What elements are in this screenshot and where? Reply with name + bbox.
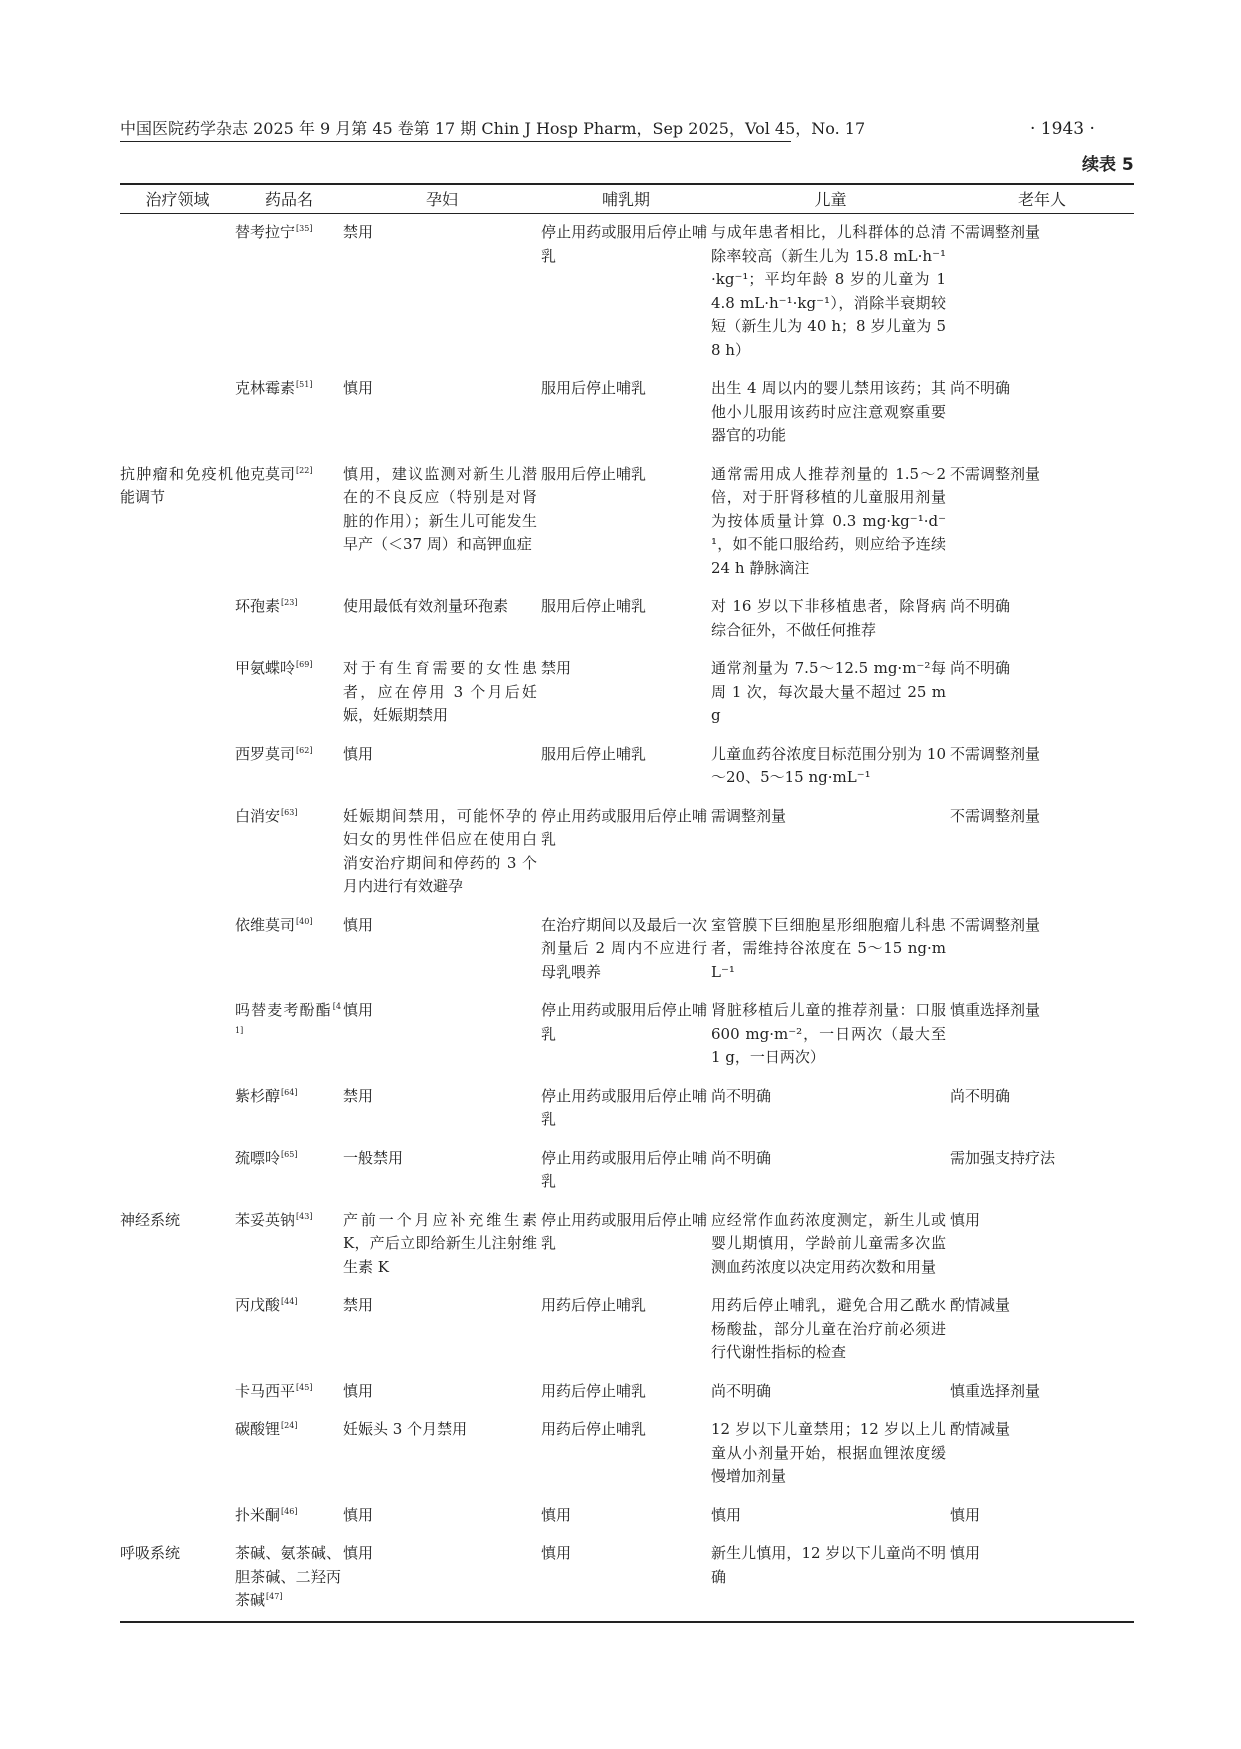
elderly-cell (950, 1411, 1134, 1497)
drug-name-cell (235, 1373, 343, 1412)
children-cell (711, 798, 950, 907)
reference-number: [44] (281, 1297, 298, 1306)
lactation-cell-text: 慎用 (541, 1505, 572, 1524)
reference-number: [51] (296, 380, 313, 389)
reference-number: [45] (296, 1382, 313, 1392)
therapy-field-cell (120, 456, 235, 589)
lactation-cell-text: 停止用药或服用后停止哺乳 (541, 1001, 707, 1043)
pregnant-cell (343, 588, 541, 650)
table-row (120, 1078, 1134, 1140)
table-row (120, 907, 1134, 993)
children-cell (711, 1287, 950, 1373)
drug-name-cell-text: 茶碱、氨茶碱、胆茶碱、二羟丙茶碱 (235, 1544, 341, 1609)
pregnant-cell (343, 1202, 541, 1288)
pregnant-cell-text: 禁用 (343, 223, 374, 241)
children-cell (711, 370, 950, 456)
drug-name-cell (235, 1078, 343, 1140)
elderly-cell (950, 588, 1134, 650)
lactation-cell (541, 370, 711, 456)
lactation-cell (541, 1202, 711, 1288)
pregnant-cell-text: 慎用 (343, 1001, 374, 1019)
children-cell-text: 12 岁以下儿童禁用；12 岁以上儿童从小剂量开始，根据血锂浓度缓慢增加剂量 (711, 1420, 946, 1485)
elderly-cell-text: 需加强支持疗法 (950, 1148, 1056, 1167)
drug-name-cell-text: 碳酸锂 (235, 1420, 281, 1438)
elderly-cell-text: 酌情减量 (950, 1296, 1011, 1314)
lactation-cell-text: 慎用 (541, 1544, 572, 1562)
drug-name-cell-text: 吗替麦考酚酯 (235, 1001, 332, 1019)
elderly-cell-text: 慎用 (950, 1505, 981, 1524)
therapy-field-cell (120, 1078, 235, 1140)
pregnant-cell-text: 慎用，建议监测对新生儿潜在的不良反应（特别是对肾脏的作用）；新生儿可能发生早产（＜37 周）和高钾血症 (343, 464, 537, 553)
therapy-field-cell (120, 1411, 235, 1497)
column-header-drug: 药品名 (264, 190, 313, 209)
drug-name-cell-text: 依维莫司 (235, 915, 296, 934)
lactation-cell (541, 1373, 711, 1412)
elderly-cell-text: 尚不明确 (950, 659, 1011, 677)
therapy-field-cell (120, 1373, 235, 1412)
children-cell-text: 肾脏移植后儿童的推荐剂量：口服 600 mg·m⁻²，一日两次（最大至 1 g，一日两次） (711, 1001, 946, 1066)
children-cell (711, 588, 950, 650)
therapy-field-cell-text: 抗肿瘤和免疫机能调节 (120, 464, 233, 506)
pregnant-cell (343, 1535, 541, 1622)
lactation-cell-text: 停止用药或服用后停止哺乳 (541, 1210, 707, 1252)
therapy-field-cell (120, 1287, 235, 1373)
elderly-cell-text: 慎重选择剂量 (950, 1381, 1041, 1400)
pregnant-cell (343, 736, 541, 798)
children-cell-text: 与成年患者相比，儿科群体的总清除率较高（新生儿为 15.8 mL·h⁻¹·kg⁻¹；平均年龄 8 岁的儿童为 14.8 mL·h⁻¹·kg⁻¹），消除半衰期较短（新生儿为 40 h；8 岁儿童为 58 h） (711, 223, 946, 359)
therapy-field-cell (120, 1202, 235, 1288)
running-header: 中国医院药学杂志 2025 年 9 月第 45 卷第 17 期 Chin J Hosp Pharm，Sep 2025，Vol 45，No. 17 (120, 119, 866, 138)
therapy-field-cell (120, 1535, 235, 1622)
drug-name-cell (235, 1411, 343, 1497)
lactation-cell-text: 停止用药或服用后停止哺乳 (541, 1086, 707, 1128)
children-cell-text: 通常剂量为 7.5～12.5 mg·m⁻²每周 1 次，每次最大量不超过 25 mg (711, 659, 946, 724)
table-row (120, 588, 1134, 650)
elderly-cell-text: 慎用 (950, 1210, 981, 1229)
elderly-cell (950, 1078, 1134, 1140)
children-cell-text: 儿童血药谷浓度目标范围分别为 10～20、5～15 ng·mL⁻¹ (711, 744, 946, 786)
pregnant-cell (343, 1411, 541, 1497)
lactation-cell-text: 停止用药或服用后停止哺乳 (541, 806, 707, 848)
lactation-cell (541, 1411, 711, 1497)
column-header-elderly: 老年人 (1017, 190, 1066, 209)
drug-name-cell-text: 替考拉宁 (235, 223, 296, 241)
elderly-cell (950, 907, 1134, 993)
therapy-field-cell-text: 呼吸系统 (120, 1544, 181, 1562)
table-row (120, 650, 1134, 736)
drug-name-cell-text: 苯妥英钠 (235, 1210, 296, 1229)
reference-number: [62] (296, 745, 313, 755)
pregnant-cell (343, 1497, 541, 1536)
elderly-cell-text: 尚不明确 (950, 1086, 1011, 1105)
elderly-cell-text: 尚不明确 (950, 379, 1011, 397)
reference-number: [35] (296, 224, 313, 233)
pregnant-cell-text: 慎用 (343, 744, 374, 763)
lactation-cell (541, 992, 711, 1078)
pregnant-cell (343, 992, 541, 1078)
drug-name-cell (235, 798, 343, 907)
table-row (120, 1202, 1134, 1288)
lactation-cell-text: 服用后停止哺乳 (541, 379, 647, 397)
drug-name-cell (235, 370, 343, 456)
pregnant-cell-text: 慎用 (343, 379, 374, 397)
reference-number: [47] (266, 1592, 283, 1601)
lactation-cell-text: 服用后停止哺乳 (541, 744, 647, 763)
drug-name-cell (235, 907, 343, 993)
therapy-field-cell (120, 907, 235, 993)
lactation-cell (541, 1497, 711, 1536)
children-cell-text: 应经常作血药浓度测定，新生儿或婴儿期慎用，学龄前儿童需多次监测血药浓度以决定用药次数和用量 (711, 1210, 946, 1276)
drug-table-grid (120, 183, 1134, 1623)
pregnant-cell (343, 456, 541, 589)
lactation-cell-text: 服用后停止哺乳 (541, 597, 647, 615)
lactation-cell-text: 禁用 (541, 659, 572, 677)
children-cell (711, 214, 950, 371)
table-row (120, 456, 1134, 589)
therapy-field-cell (120, 992, 235, 1078)
pregnant-cell (343, 650, 541, 736)
reference-number: [65] (281, 1149, 298, 1159)
elderly-cell (950, 456, 1134, 589)
table-row (120, 736, 1134, 798)
pregnant-cell (343, 798, 541, 907)
drug-name-cell (235, 1535, 343, 1622)
children-cell-text: 通常需用成人推荐剂量的 1.5～2 倍，对于肝肾移植的儿童服用剂量为按体质量计算 0.3 mg·kg⁻¹·d⁻¹，如不能口服给药，则应给予连续 24 h 静脉滴注 (711, 464, 946, 577)
elderly-cell (950, 1497, 1134, 1536)
children-cell-text: 新生儿慎用，12 岁以下儿童尚不明确 (711, 1544, 946, 1586)
pregnant-cell-text: 妊娠期间禁用，可能怀孕的妇女的男性伴侣应在使用白消安治疗期间和停药的 3 个月内进行有效避孕 (343, 806, 537, 895)
pregnant-cell (343, 370, 541, 456)
elderly-cell (950, 736, 1134, 798)
children-cell (711, 907, 950, 993)
table-row (120, 1140, 1134, 1202)
elderly-cell-text: 不需调整剂量 (950, 915, 1041, 934)
table-row (120, 798, 1134, 907)
elderly-cell (950, 214, 1134, 371)
pregnant-cell-text: 禁用 (343, 1296, 374, 1314)
column-header-pregnant: 孕妇 (425, 190, 458, 209)
drug-name-cell-text: 克林霉素 (235, 379, 296, 397)
lactation-cell (541, 1287, 711, 1373)
elderly-cell (950, 992, 1134, 1078)
children-cell (711, 1497, 950, 1536)
elderly-cell (950, 1373, 1134, 1412)
children-cell-text: 慎用 (711, 1505, 742, 1524)
drug-name-cell-text: 扑米酮 (235, 1505, 281, 1524)
children-cell (711, 1078, 950, 1140)
table-header-row (120, 184, 1134, 214)
therapy-field-cell (120, 650, 235, 736)
reference-number: [22] (296, 465, 313, 475)
children-cell (711, 456, 950, 589)
reference-number: [24] (281, 1421, 298, 1430)
pregnant-cell (343, 214, 541, 371)
lactation-cell (541, 798, 711, 907)
lactation-cell-text: 停止用药或服用后停止哺乳 (541, 223, 707, 265)
drug-name-cell-text: 白消安 (235, 806, 281, 825)
table-header (120, 184, 1134, 214)
children-cell-text: 对 16 岁以下非移植患者，除肾病综合征外，不做任何推荐 (711, 597, 946, 639)
lactation-cell (541, 214, 711, 371)
pregnant-cell (343, 1287, 541, 1373)
table-row (120, 1373, 1134, 1412)
therapy-field-cell (120, 1140, 235, 1202)
children-cell-text: 用药后停止哺乳，避免合用乙酰水杨酸盐，部分儿童在治疗前必须进行代谢性指标的检查 (711, 1296, 946, 1361)
drug-name-cell (235, 992, 343, 1078)
drug-name-cell-text: 紫杉醇 (235, 1086, 281, 1105)
elderly-cell (950, 370, 1134, 456)
header-rule (120, 141, 791, 142)
children-cell (711, 1202, 950, 1288)
lactation-cell (541, 588, 711, 650)
reference-number: [23] (281, 598, 298, 607)
children-cell (711, 1411, 950, 1497)
lactation-cell-text: 用药后停止哺乳 (541, 1296, 647, 1314)
pregnant-cell-text: 妊娠头 3 个月禁用 (343, 1420, 468, 1438)
elderly-cell (950, 1140, 1134, 1202)
pregnant-cell-text: 慎用 (343, 915, 374, 934)
drug-name-cell (235, 1497, 343, 1536)
lactation-cell (541, 650, 711, 736)
elderly-cell-text: 不需调整剂量 (950, 223, 1041, 241)
drug-name-cell (235, 650, 343, 736)
pregnant-cell-text: 禁用 (343, 1086, 374, 1105)
drug-name-cell (235, 736, 343, 798)
elderly-cell (950, 798, 1134, 907)
drug-name-cell-text: 巯嘌呤 (235, 1148, 281, 1167)
table-row (120, 1535, 1134, 1622)
drug-name-cell-text: 卡马西平 (235, 1381, 296, 1400)
therapy-field-cell (120, 588, 235, 650)
lactation-cell (541, 1535, 711, 1622)
drug-table (120, 183, 1134, 1623)
lactation-cell (541, 736, 711, 798)
column-header-field: 治疗领域 (145, 190, 210, 209)
drug-name-cell (235, 1140, 343, 1202)
therapy-field-cell (120, 798, 235, 907)
children-cell-text: 尚不明确 (711, 1148, 772, 1167)
page-number: · 1943 · (1030, 119, 1095, 139)
table-row (120, 992, 1134, 1078)
elderly-cell-text: 慎用 (950, 1544, 981, 1562)
children-cell (711, 650, 950, 736)
pregnant-cell (343, 1140, 541, 1202)
pregnant-cell (343, 907, 541, 993)
children-cell (711, 992, 950, 1078)
reference-number: [41] (235, 1002, 341, 1035)
pregnant-cell (343, 1078, 541, 1140)
elderly-cell-text: 不需调整剂量 (950, 806, 1041, 825)
elderly-cell-text: 酌情减量 (950, 1420, 1011, 1438)
therapy-field-cell (120, 736, 235, 798)
lactation-cell-text: 用药后停止哺乳 (541, 1381, 647, 1400)
table-row (120, 1497, 1134, 1536)
column-header-children: 儿童 (814, 190, 847, 209)
table-row (120, 370, 1134, 456)
lactation-cell (541, 1078, 711, 1140)
pregnant-cell-text: 对于有生育需要的女性患者，应在停用 3 个月后妊娠，妊娠期禁用 (343, 659, 537, 724)
elderly-cell (950, 1535, 1134, 1622)
elderly-cell-text: 慎重选择剂量 (950, 1001, 1041, 1019)
drug-name-cell (235, 456, 343, 589)
therapy-field-cell (120, 370, 235, 456)
drug-name-cell-text: 环孢素 (235, 597, 281, 615)
elderly-cell-text: 不需调整剂量 (950, 464, 1041, 483)
pregnant-cell-text: 一般禁用 (343, 1148, 404, 1167)
children-cell-text: 尚不明确 (711, 1381, 772, 1400)
children-cell (711, 736, 950, 798)
reference-number: [64] (281, 1087, 298, 1097)
drug-name-cell-text: 甲氨蝶呤 (235, 659, 296, 677)
pregnant-cell (343, 1373, 541, 1412)
drug-name-cell (235, 1287, 343, 1373)
children-cell-text: 出生 4 周以内的婴儿禁用该药；其他小儿服用该药时应注意观察重要器官的功能 (711, 379, 946, 444)
lactation-cell (541, 1140, 711, 1202)
reference-number: [63] (281, 807, 298, 817)
lactation-cell-text: 用药后停止哺乳 (541, 1420, 647, 1438)
drug-name-cell-text: 西罗莫司 (235, 744, 296, 763)
lactation-cell-text: 服用后停止哺乳 (541, 464, 647, 483)
pregnant-cell-text: 使用最低有效剂量环孢素 (343, 597, 509, 615)
pregnant-cell-text: 慎用 (343, 1505, 374, 1524)
children-cell (711, 1535, 950, 1622)
table-row (120, 1411, 1134, 1497)
column-header-lactation: 哺乳期 (601, 190, 650, 209)
children-cell-text: 尚不明确 (711, 1086, 772, 1105)
reference-number: [69] (296, 660, 313, 669)
pregnant-cell-text: 慎用 (343, 1381, 374, 1400)
lactation-cell-text: 停止用药或服用后停止哺乳 (541, 1148, 707, 1190)
table-row (120, 214, 1134, 371)
reference-number: [46] (281, 1506, 298, 1516)
drug-name-cell (235, 214, 343, 371)
elderly-cell (950, 1287, 1134, 1373)
elderly-cell-text: 不需调整剂量 (950, 744, 1041, 763)
table-row (120, 1287, 1134, 1373)
children-cell (711, 1373, 950, 1412)
elderly-cell (950, 650, 1134, 736)
therapy-field-cell (120, 214, 235, 371)
drug-name-cell-text: 丙戊酸 (235, 1296, 281, 1314)
drug-name-cell (235, 588, 343, 650)
elderly-cell (950, 1202, 1134, 1288)
children-cell-text: 室管膜下巨细胞星形细胞瘤儿科患者，需维持谷浓度在 5～15 ng·mL⁻¹ (711, 915, 946, 981)
lactation-cell (541, 907, 711, 993)
children-cell (711, 1140, 950, 1202)
therapy-field-cell (120, 1497, 235, 1536)
lactation-cell-text: 在治疗期间以及最后一次剂量后 2 周内不应进行母乳喂养 (541, 915, 707, 981)
children-cell-text: 需调整剂量 (711, 806, 787, 825)
lactation-cell (541, 456, 711, 589)
drug-name-cell-text: 他克莫司 (235, 464, 296, 483)
drug-name-cell (235, 1202, 343, 1288)
reference-number: [43] (296, 1211, 313, 1221)
table-continuation-label: 续表 5 (1082, 155, 1134, 175)
table-body (120, 214, 1134, 1622)
therapy-field-cell-text: 神经系统 (120, 1210, 181, 1229)
reference-number: [40] (296, 916, 313, 926)
pregnant-cell-text: 慎用 (343, 1544, 374, 1562)
elderly-cell-text: 尚不明确 (950, 597, 1011, 615)
pregnant-cell-text: 产前一个月应补充维生素 K，产后立即给新生儿注射维生素 K (343, 1210, 537, 1276)
